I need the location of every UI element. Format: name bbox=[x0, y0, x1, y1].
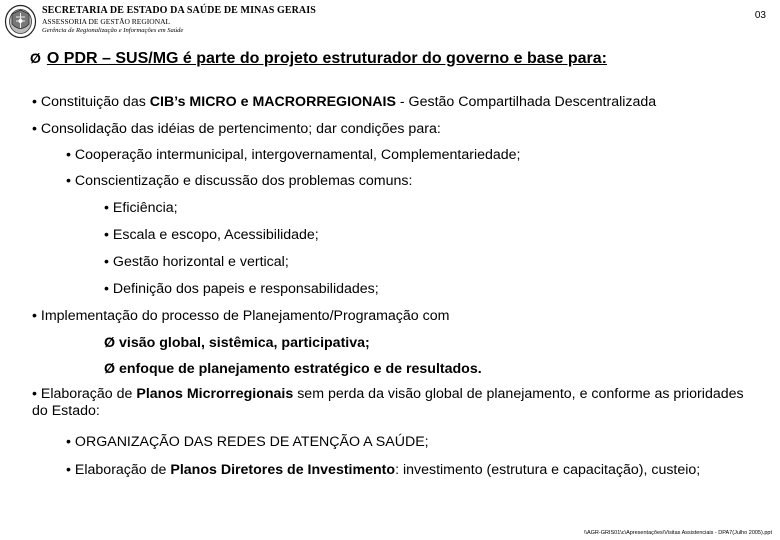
list-item: • Cooperação intermunicipal, intergovernamental, Complementariedade; bbox=[66, 147, 521, 163]
list-item: • Elaboração de Planos Diretores de Investimento: investimento (estrutura e capacitação), custeio; bbox=[66, 462, 701, 478]
list-item: • ORGANIZAÇÃO DAS REDES DE ATENÇÃO A SAÚDE; bbox=[66, 434, 429, 450]
division-subtitle: Gerência de Regionalização e Informações em Saúde bbox=[42, 27, 184, 34]
list-item: • Elaboração de Planos Microrregionais sem perda da visão global de planejamento, e conforme as prioridades do Estado: bbox=[32, 386, 744, 419]
list-item: • Implementação do processo de Planejamento/Programação com bbox=[32, 308, 450, 324]
list-item: Ø enfoque de planejamento estratégico e de resultados. bbox=[104, 361, 482, 377]
arrow-bullet-icon: Ø bbox=[104, 361, 116, 377]
state-coat-of-arms-icon bbox=[4, 4, 37, 39]
list-item: • Definição dos papeis e responsabilidades; bbox=[104, 281, 379, 297]
organization-title: SECRETARIA DE ESTADO DA SAÚDE DE MINAS GERAIS bbox=[42, 5, 316, 16]
arrow-bullet-icon: Ø bbox=[104, 335, 116, 351]
slide-header bbox=[0, 0, 780, 44]
list-item: • Eficiência; bbox=[104, 200, 178, 216]
list-item: • Constituição das CIB’s MICRO e MACRORREGIONAIS - Gestão Compartilhada Descentralizada bbox=[32, 94, 657, 110]
slide-heading bbox=[30, 50, 607, 68]
list-item: • Escala e escopo, Acessibilidade; bbox=[104, 227, 319, 243]
heading-text: O PDR – SUS/MG é parte do projeto estruturador do governo e base para: bbox=[46, 50, 607, 67]
arrow-bullet-icon: Ø bbox=[30, 50, 41, 66]
list-item: Ø visão global, sistêmica, participativa; bbox=[104, 335, 370, 351]
list-item: • Consolidação das idéias de pertencimento; dar condições para: bbox=[32, 121, 441, 137]
department-subtitle: ASSESSORIA DE GESTÃO REGIONAL bbox=[42, 17, 171, 26]
file-path-footer: \\AGR-GRIS01\c\Apresentações\Visitas Assistenciais - DPA7(Julho 2005).ppt bbox=[583, 530, 772, 536]
list-item: • Conscientização e discussão dos problemas comuns: bbox=[66, 173, 413, 189]
page-number: 03 bbox=[754, 10, 766, 21]
list-item: • Gestão horizontal e vertical; bbox=[104, 254, 289, 270]
